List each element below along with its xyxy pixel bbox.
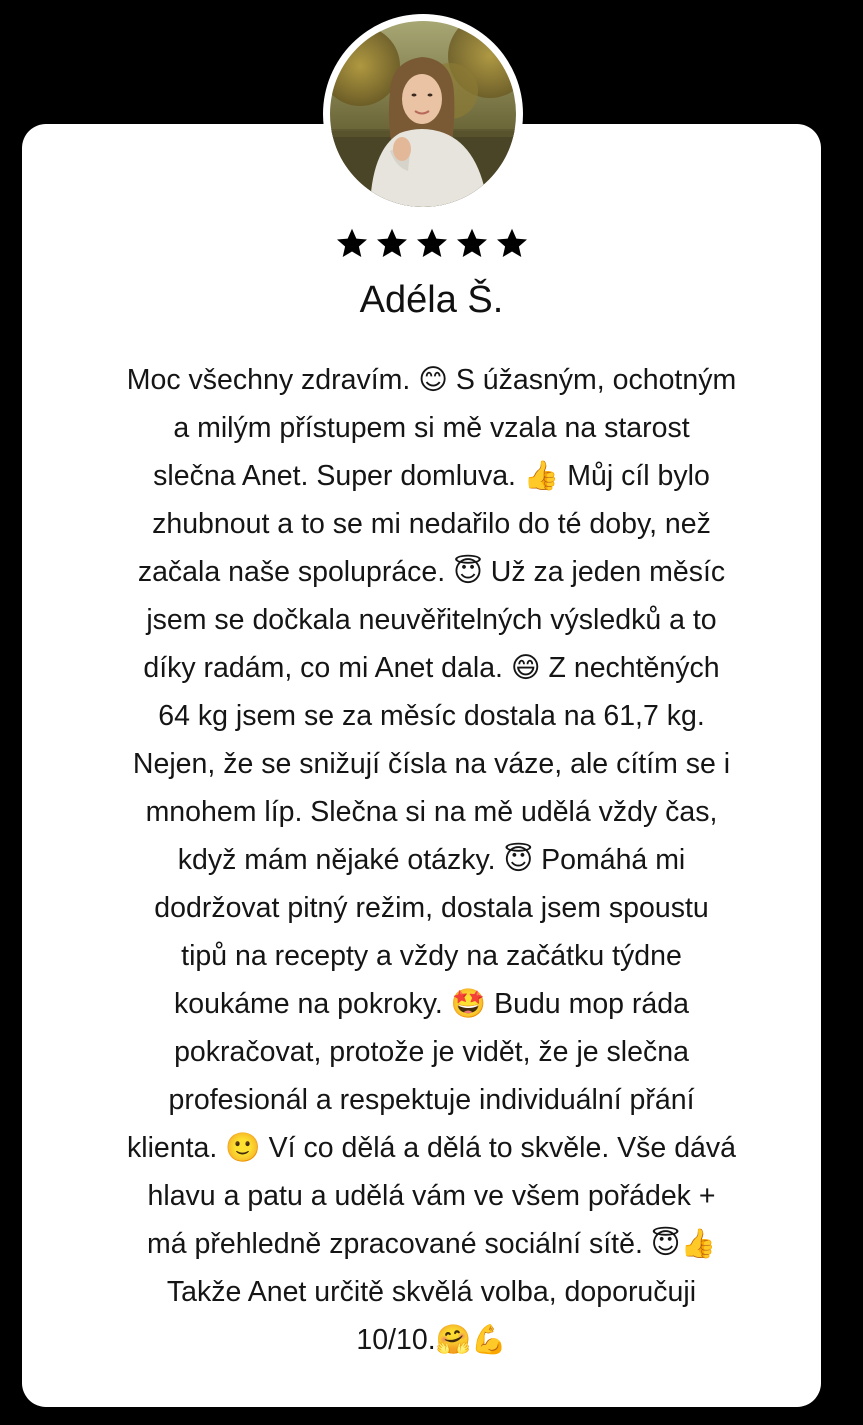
review-line: slečna Anet. Super domluva. 👍 Můj cíl bylo (153, 460, 710, 492)
avatar (330, 21, 516, 207)
review-line: má přehledně zpracované sociální sítě. 😇👍 (147, 1228, 716, 1260)
review-line: Takže Anet určitě skvělá volba, doporučuji (166, 1276, 697, 1308)
star-icon (374, 226, 410, 262)
star-icon (454, 226, 490, 262)
review-line: 64 kg jsem se za měsíc dostala na 61,7 kg. (158, 700, 705, 732)
review-line: mnohem líp. Slečna si na mě udělá vždy čas, (145, 796, 718, 828)
star-icon (414, 226, 450, 262)
review-line: klienta. 🙂 Ví co dělá a dělá to skvěle. Vše dává (127, 1132, 736, 1164)
review-line: koukáme na pokroky. 🤩 Budu mop ráda (174, 988, 689, 1020)
review-line: profesionál a respektuje individuální přání (168, 1084, 695, 1116)
star-rating (0, 226, 863, 262)
review-text (50, 356, 813, 1364)
review-line: zhubnout a to se mi nedařilo do té doby, než (152, 508, 711, 540)
review-line: 10/10.🤗💪 (356, 1324, 507, 1356)
review-line: jsem se dočkala neuvěřitelných výsledků a to (146, 604, 717, 636)
star-icon (334, 226, 370, 262)
reviewer-name: Adéla Š. (359, 279, 504, 321)
review-line: dodržovat pitný režim, dostala jsem spoustu (154, 892, 709, 924)
review-line: Moc všechny zdravím. 😊 S úžasným, ochotným (126, 364, 737, 396)
review-line: začala naše spolupráce. 😇 Už za jeden měsíc (137, 556, 726, 588)
review-line: tipů na recepty a vždy na začátku týdne (181, 940, 682, 972)
review-line: a milým přístupem si mě vzala na starost (173, 412, 690, 444)
reviewer-photo (330, 21, 516, 207)
review-line: Nejen, že se snižují čísla na váze, ale cítím se i (132, 748, 731, 780)
review-line: hlavu a patu a udělá vám ve všem pořádek + (147, 1180, 716, 1212)
review-line: pokračovat, protože je vidět, že je slečna (174, 1036, 689, 1068)
review-line: díky radám, co mi Anet dala. 😄 Z nechtěných (143, 652, 720, 684)
star-icon (494, 226, 530, 262)
review-line: když mám nějaké otázky. 😇 Pomáhá mi (177, 844, 686, 876)
